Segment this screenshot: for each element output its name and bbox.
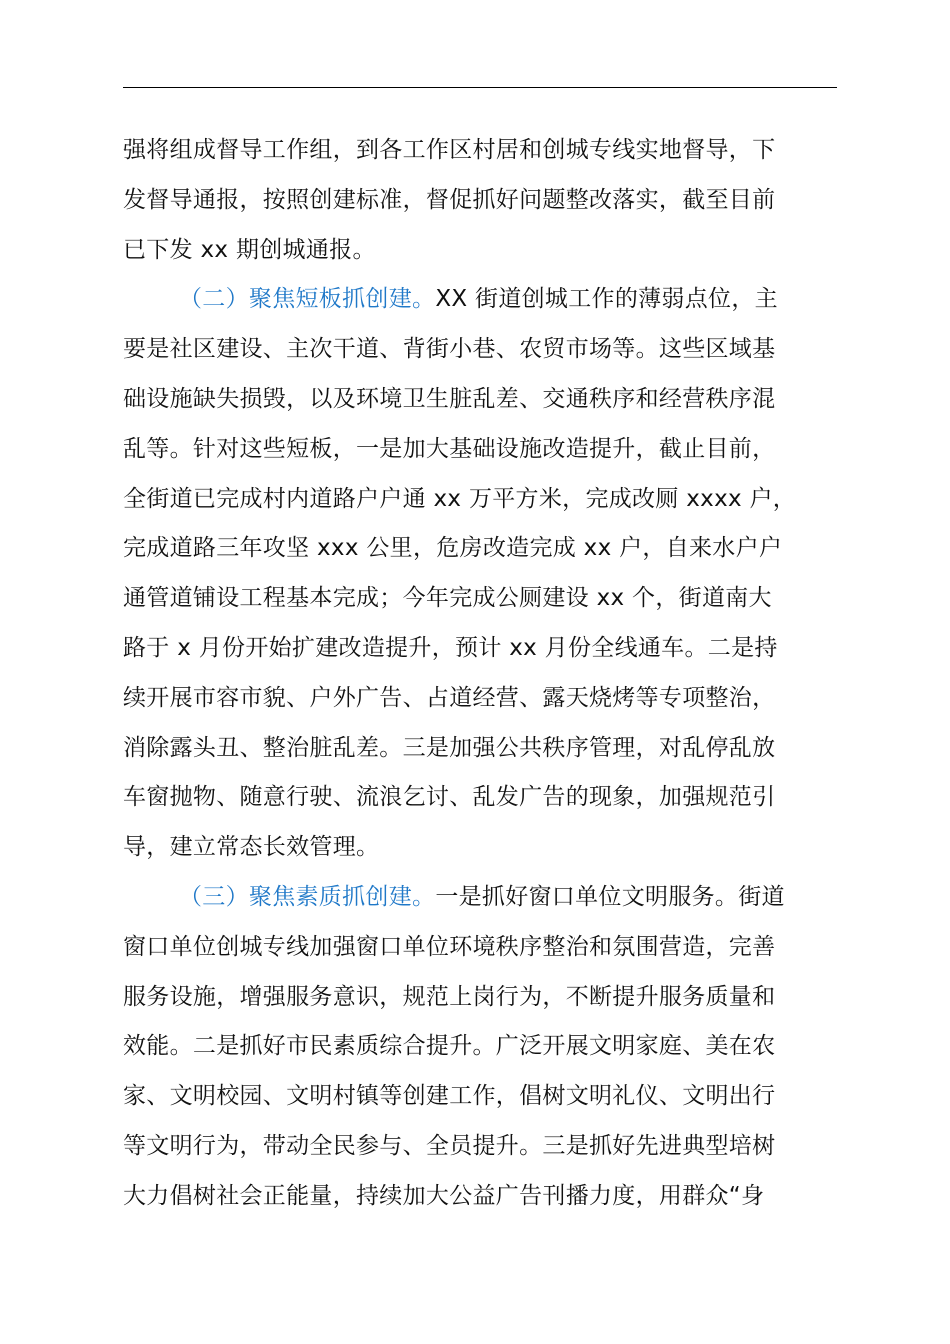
text-line: 路于 x 月份开始扩建改造提升，预计 xx 月份全线通车。二是持 [123,634,778,661]
text-line: 要是社区建设、主次干道、背街小巷、农贸市场等。这些区域基 [123,336,776,363]
text-line: 大力倡树社会正能量，持续加大公益广告刊播力度，用群众“身 [123,1182,765,1209]
text-line: 础设施缺失损毁，以及环境卫生脏乱差、交通秩序和经营秩序混 [123,385,776,412]
section-2-first-line [123,275,863,325]
section-3-first-line [123,873,863,923]
text-line: 服务设施，增强服务意识，规范上岗行为，不断提升服务质量和 [123,983,776,1010]
text-line: 效能。二是抓好市民素质综合提升。广泛开展文明家庭、美在农 [123,1033,776,1060]
text-line: 家、文明校园、文明村镇等创建工作，倡树文明礼仪、文明出行 [123,1083,776,1110]
section-3-heading: （三）聚焦素质抓创建。 [179,883,436,910]
text-line: 等文明行为，带动全民参与、全员提升。三是抓好先进典型培树 [123,1132,776,1159]
text-line: 完成道路三年攻坚 xxx 公里，危房改造完成 xx 户，自来水户户 [123,535,783,562]
section-2-lead-text: XX 街道创城工作的薄弱点位，主 [435,286,778,313]
text-line: 导，建立常态长效管理。 [123,834,380,861]
text-line: 窗口单位创城专线加强窗口单位环境秩序整治和氛围营造，完善 [123,933,776,960]
text-line: 车窗抛物、随意行驶、流浪乞讨、乱发广告的现象，加强规范引 [123,784,776,811]
header-rule [123,87,837,88]
section-3-lead-text: 一是抓好窗口单位文明服务。街道 [435,883,785,910]
text-line: 消除露头丑、整治脏乱差。三是加强公共秩序管理，对乱停乱放 [123,734,776,761]
text-line: 发督导通报，按照创建标准，督促抓好问题整改落实，截至目前 [123,186,776,213]
section-2-heading: （二）聚焦短板抓创建。 [179,286,436,313]
text-line: 全街道已完成村内道路户户通 xx 万平方米，完成改厕 xxxx 户， [123,485,797,512]
text-line: 已下发 xx 期创城通报。 [123,236,376,263]
text-line: 乱等。针对这些短板，一是加大基础设施改造提升，截止目前， [123,435,776,462]
text-line: 续开展市容市貌、户外广告、占道经营、露天烧烤等专项整治， [123,684,776,711]
text-line: 通管道铺设工程基本完成；今年完成公厕建设 xx 个，街道南大 [123,585,772,612]
document-body [123,126,863,1222]
text-line: 强将组成督导工作组，到各工作区村居和创城专线实地督导，下 [123,137,776,163]
